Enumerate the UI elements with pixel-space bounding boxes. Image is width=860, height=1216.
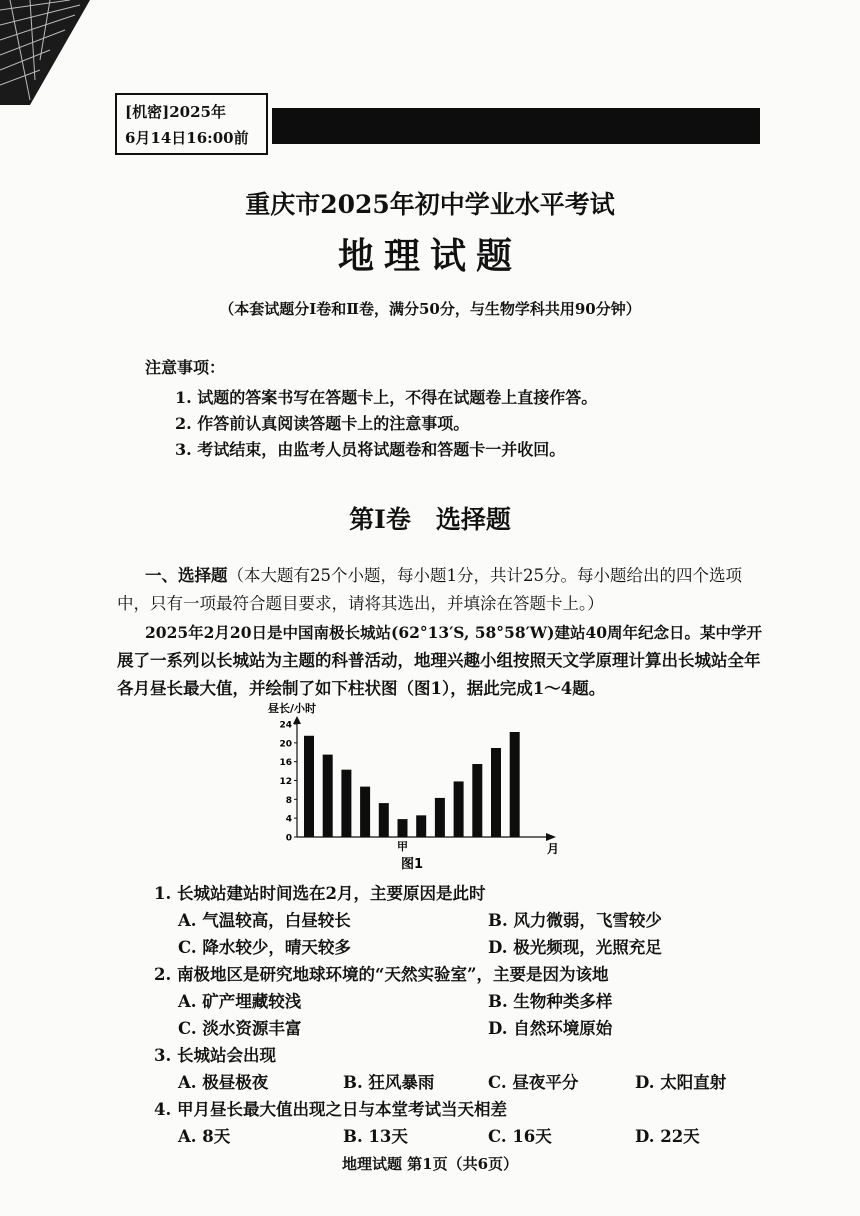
x-marker-label: 甲 (397, 840, 408, 853)
q2-option-b: B. 生物种类多样 (488, 992, 613, 1011)
section-title: 第Ⅰ卷 选择题 (349, 505, 511, 534)
q2-option-d: D. 自然环境原始 (488, 1019, 613, 1038)
bar-month-7 (416, 815, 426, 837)
stem-line-2: 展了一系列以长城站为主题的科普活动，地理兴趣小组按照天文学原理计算出长城站全年 (117, 651, 761, 670)
part-instructions (117, 562, 757, 618)
q3-option-c: C. 昼夜平分 (488, 1073, 579, 1092)
question-stem (117, 619, 763, 703)
bar-month-11 (491, 748, 501, 837)
redacted-bar (272, 108, 760, 144)
part-label: 一、选择题 (145, 566, 228, 585)
secret-line-2: 6月14日16:00前 (125, 129, 249, 147)
q1-option-b: B. 风力微弱，飞雪较少 (488, 911, 662, 930)
y-tick-label: 20 (279, 739, 292, 750)
y-axis-label: 昼长/小时 (268, 702, 317, 715)
y-tick-label: 0 (285, 833, 292, 844)
q3-option-a: A. 极昼极夜 (178, 1073, 269, 1092)
part-line-2: 中，只有一项最符合题目要求，请将其选出，并填涂在答题卡上。） (117, 594, 604, 613)
notice-item-3: 3. 考试结束，由监考人员将试题卷和答题卡一并收回。 (175, 440, 566, 459)
bar-month-5 (379, 803, 389, 837)
chart-caption: 图1 (400, 857, 424, 872)
bar-month-9 (454, 781, 464, 837)
question-4: 4. 甲月昼长最大值出现之日与本堂考试当天相差 (154, 1100, 507, 1119)
q2-option-c: C. 淡水资源丰富 (178, 1019, 302, 1038)
q4-option-a: A. 8天 (178, 1127, 231, 1146)
question-2: 2. 南极地区是研究地球环境的“天然实验室”，主要是因为该地 (154, 965, 609, 984)
corner-pattern (0, 0, 95, 105)
q1-option-a: A. 气温较高，白昼较长 (178, 911, 351, 930)
q2-option-a: A. 矿产埋藏较浅 (178, 992, 302, 1011)
bar-month-12 (510, 732, 520, 837)
q4-option-d: D. 22天 (635, 1127, 700, 1146)
stem-line-3: 各月昼长最大值，并绘制了如下柱状图（图1），据此完成1～4题。 (117, 679, 606, 698)
bar-month-8 (435, 798, 445, 837)
y-tick-label: 4 (285, 814, 292, 825)
notice-item-2: 2. 作答前认真阅读答题卡上的注意事项。 (175, 414, 470, 433)
question-1: 1. 长城站建站时间选在2月，主要原因是此时 (154, 884, 486, 903)
bar-month-3 (341, 770, 351, 837)
confidential-box (115, 93, 268, 155)
part-line-1: （本大题有25个小题，每小题1分，共计25分。每小题给出的四个选项 (227, 566, 742, 585)
bar-month-4 (360, 787, 370, 837)
subject-title: 地理试题 (337, 235, 522, 277)
notice-heading: 注意事项： (145, 358, 226, 377)
q4-option-b: B. 13天 (343, 1127, 408, 1146)
page-footer: 地理试题 第1页（共6页） (341, 1155, 519, 1173)
q3-option-b: B. 狂风暴雨 (343, 1073, 435, 1092)
stem-line-1: 2025年2月20日是中国南极长城站(62°13′S, 58°58′W)建站40周年纪念日。某中学开 (145, 623, 763, 642)
q3-option-d: D. 太阳直射 (635, 1073, 727, 1092)
bar-month-2 (323, 755, 333, 837)
notice-item-1: 1. 试题的答案书写在答题卡上，不得在试题卷上直接作答。 (175, 388, 598, 407)
exam-note: （本套试题分Ⅰ卷和Ⅱ卷，满分50分，与生物学科共用90分钟） (219, 300, 641, 318)
bar-month-10 (472, 764, 482, 837)
y-axis-arrow (293, 716, 301, 724)
bar-month-1 (304, 736, 314, 837)
x-axis-label: 月 (547, 842, 560, 856)
secret-line-1: [机密]2025年 (125, 103, 226, 121)
question-3: 3. 长城站会出现 (154, 1046, 276, 1065)
y-tick-label: 8 (285, 795, 292, 806)
y-tick-label: 16 (279, 758, 292, 769)
y-tick-label: 24 (279, 720, 292, 731)
bar-month-6 (398, 819, 408, 837)
q1-option-d: D. 极光频现，光照充足 (488, 938, 662, 957)
q4-option-c: C. 16天 (488, 1127, 552, 1146)
daylength-bar-chart (262, 698, 582, 873)
exam-title: 重庆市2025年初中学业水平考试 (245, 190, 615, 219)
y-tick-label: 12 (279, 777, 292, 787)
q1-option-c: C. 降水较少，晴天较多 (178, 938, 351, 957)
x-axis-arrow (546, 833, 556, 841)
